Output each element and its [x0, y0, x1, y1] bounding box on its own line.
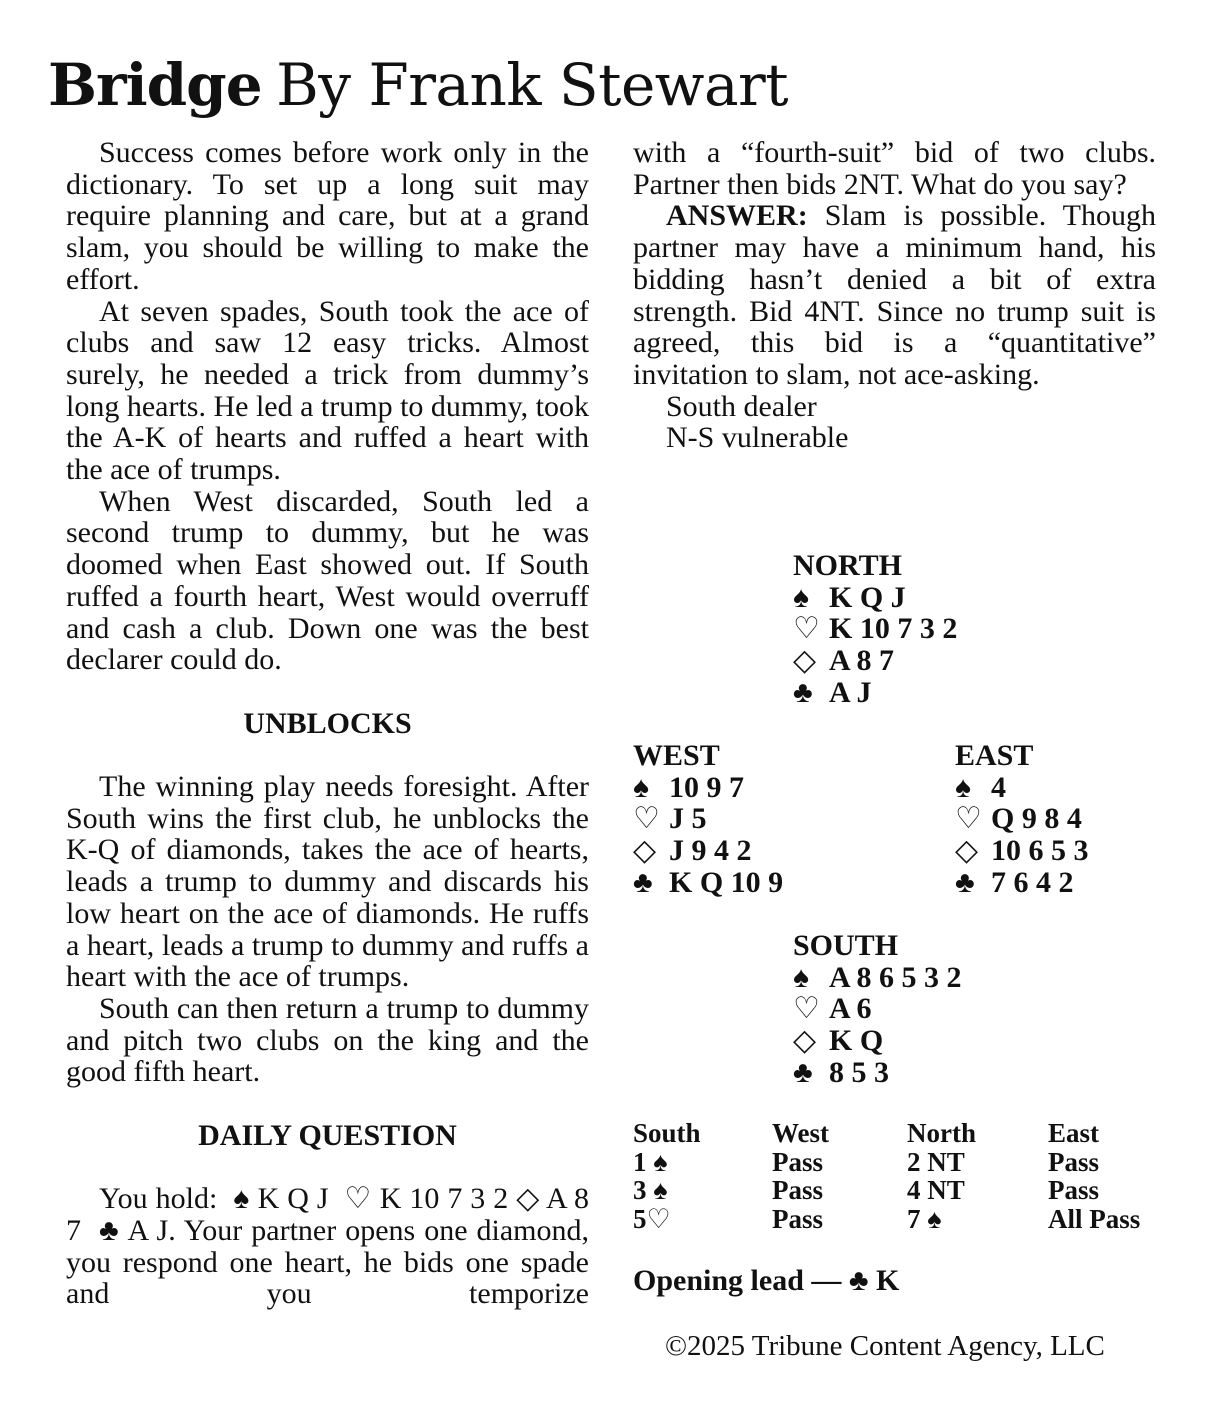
heart-icon: ♡ [955, 802, 982, 836]
hearts-cards: K 10 7 3 2 [829, 612, 958, 646]
diamonds-cards: K Q [829, 1024, 884, 1058]
hearts-cards: Q 9 8 4 [991, 802, 1082, 836]
heading-daily-question: DAILY QUESTION [198, 1118, 457, 1152]
club-icon: ♣ [633, 865, 653, 899]
q-diamonds: ◇ A 8 7 [66, 1182, 590, 1247]
paragraph: South can then return a trump to dummy and pitch two clubs on the king and the good fifth heart. [66, 991, 589, 1089]
bid: 5♡ [633, 1203, 671, 1234]
bid: 3 ♠ [633, 1175, 668, 1205]
q-hearts: ♡ K 10 7 3 2 [344, 1182, 509, 1216]
diamonds-cards: J 9 4 2 [669, 834, 752, 868]
hearts-cards: J 5 [669, 802, 707, 836]
spades-cards: K Q J [829, 580, 906, 614]
paragraph: At seven spades, South took the ace of clubs and saw 12 easy tricks. Almost surely, he needed a trick from dummy’s long hearts. He led a trump to dummy, took the A-K of hearts and ruffed a heart with the ace of trumps. [66, 294, 589, 487]
copyright: ©2025 Tribune Content Agency, LLC [665, 1330, 1105, 1362]
diamonds-cards: A 8 7 [829, 644, 895, 678]
title-bridge: Bridge [48, 51, 262, 119]
page-title [48, 50, 788, 121]
bidding-header: North [907, 1118, 976, 1148]
spades-cards: 4 [991, 770, 1006, 804]
bid: Pass [1048, 1175, 1100, 1205]
heart-icon: ♡ [793, 992, 820, 1026]
dealer: South dealer [666, 389, 817, 423]
clubs-cards: K Q 10 9 [669, 865, 784, 899]
hand-label: EAST [955, 739, 1034, 772]
opening-lead: Opening lead — ♣ K [633, 1264, 900, 1297]
question-paragraph [66, 1183, 589, 1310]
hand-west [633, 740, 783, 899]
bid: Pass [1048, 1146, 1100, 1177]
bidding-header: East [1048, 1118, 1100, 1148]
answer-paragraph [633, 200, 1156, 390]
diamond-icon: ◇ [793, 644, 817, 678]
hand-east [955, 740, 1089, 899]
q-clubs: ♣ A J. [99, 1213, 176, 1247]
bid: 1 ♠ [633, 1146, 668, 1177]
bidding-header: South [633, 1118, 701, 1148]
hand-label: WEST [633, 739, 720, 772]
vulnerability: N-S vulnerable [666, 421, 849, 455]
heading-unblocks: UNBLOCKS [243, 706, 412, 740]
q-spades: ♠ K Q J [233, 1182, 329, 1216]
bid: Pass [772, 1146, 824, 1177]
bid: All Pass [1048, 1203, 1141, 1234]
hand-label: NORTH [793, 549, 902, 582]
spades-cards: 10 9 7 [669, 770, 744, 804]
q-rest: Your partner opens one diamond, you respond one heart, he bids one spade and you temporize [66, 1213, 589, 1311]
diamond-icon: ◇ [793, 1024, 817, 1058]
hand-north [793, 550, 957, 709]
club-icon: ♣ [793, 1055, 813, 1089]
paragraph: The winning play needs foresight. After South wins the first club, he unblocks the K-Q of diamonds, takes the ace of hearts, leads a trump to dummy and discards his low heart on the ace of diamonds. He ruffs a heart, leads a trump to dummy and ruffs a heart with the ace of trumps. [66, 770, 589, 994]
bidding-header-row [633, 1119, 1168, 1148]
hearts-cards: A 6 [829, 992, 872, 1026]
diamonds-cards: 10 6 5 3 [991, 834, 1089, 868]
diamond-icon: ◇ [633, 834, 657, 868]
bidding-row [633, 1148, 1168, 1177]
bidding-header: West [772, 1118, 829, 1148]
heart-icon: ♡ [633, 802, 660, 836]
answer-text: Slam is possible. Though partner may have a minimum hand, his bidding hasn’t denied a bit of extra strength. Bid 4NT. Since no trump suit is agreed, this bid is a “quantitative” invitation to slam, not ace-asking. [633, 199, 1156, 391]
heart-icon: ♡ [793, 612, 820, 646]
paragraph: with a “fourth-suit” bid of two clubs. Partner then bids 2NT. What do you say? [633, 136, 1156, 201]
paragraph: When West discarded, South led a second trump to dummy, but he was doomed when East showed out. If South ruffed a fourth heart, West would overruff and cash a club. Down one was the best declarer could do. [66, 484, 589, 677]
clubs-cards: A J [829, 675, 872, 709]
paragraph: Success comes before work only in the dictionary. To set up a long suit may require planning and care, but at a grand slam, you should be willing to make the effort. [66, 136, 589, 296]
bid: 7 ♠ [907, 1203, 942, 1234]
title-author: By Frank Stewart [276, 51, 789, 119]
bidding-row [633, 1176, 1168, 1205]
bidding-row [633, 1205, 1168, 1234]
diamond-icon: ◇ [955, 834, 979, 868]
spade-icon: ♠ [793, 580, 809, 614]
spades-cards: A 8 6 5 3 2 [829, 960, 962, 994]
clubs-cards: 8 5 3 [829, 1055, 889, 1089]
right-column [633, 137, 1156, 454]
hand-label: SOUTH [793, 929, 899, 962]
spade-icon: ♠ [955, 770, 971, 804]
hand-south [793, 930, 962, 1089]
spade-icon: ♠ [793, 960, 809, 994]
bidding-table [633, 1119, 1168, 1233]
club-icon: ♣ [955, 865, 975, 899]
clubs-cards: 7 6 4 2 [991, 865, 1074, 899]
spade-icon: ♠ [633, 770, 649, 804]
left-column [66, 137, 589, 1310]
bid: 2 NT [907, 1146, 965, 1177]
answer-label: ANSWER: [666, 199, 808, 233]
bid: Pass [772, 1203, 824, 1234]
bid: 4 NT [907, 1175, 965, 1205]
you-hold-label: You hold: [99, 1182, 218, 1216]
club-icon: ♣ [793, 675, 813, 709]
bid: Pass [772, 1175, 824, 1205]
